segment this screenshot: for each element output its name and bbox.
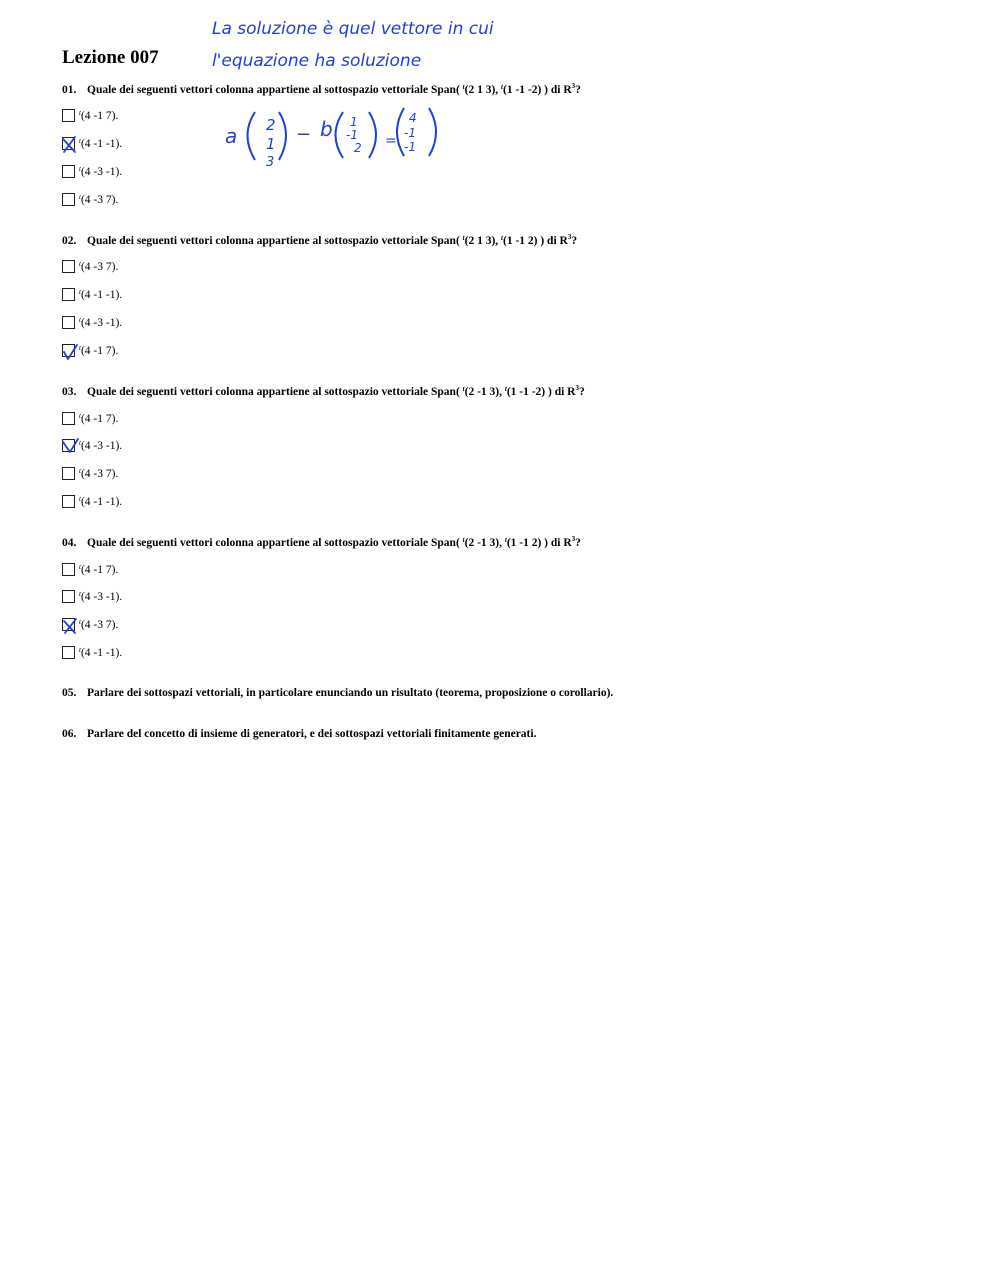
answer-checkbox[interactable] — [62, 495, 75, 508]
answer-checkbox[interactable] — [62, 646, 75, 659]
eq-v1-entry: 1 — [266, 135, 276, 153]
question-03: 03. Quale dei seguenti vettori colonna appartiene al sottospazio vettoriale Span( $^t$(2 -1 3), $^t$(1 -1 -2) ) di $R^3$? — [62, 384, 585, 398]
handwritten-x-mark-icon — [60, 616, 80, 636]
answer-checkbox[interactable] — [62, 165, 75, 178]
answer-checkbox[interactable] — [62, 260, 75, 273]
handwritten-check-mark-icon — [60, 437, 80, 457]
eq-v2-entry: 2 — [354, 141, 362, 155]
answer-checkbox[interactable] — [62, 467, 75, 480]
eq-v1-entry: 2 — [266, 116, 276, 134]
answer-checkbox[interactable] — [62, 563, 75, 576]
eq-v2-entry: -1 — [346, 128, 358, 142]
answer-checkbox[interactable] — [62, 109, 75, 122]
question-number: 05. — [62, 687, 77, 699]
answer-checkbox-checked[interactable] — [62, 618, 75, 631]
right-paren — [369, 112, 376, 158]
answer-label: (4 -1 7). — [80, 413, 119, 425]
answer-label: (4 -1 7). — [80, 345, 119, 357]
answer-checkbox[interactable] — [62, 590, 75, 603]
answer-label: (4 -3 7). — [80, 261, 119, 273]
question-text: Parlare del concetto di insieme di generatori, e dei sottospazi vettoriali finitamente generati. — [87, 728, 537, 740]
handwritten-note-line-2: l'equazione ha soluzione — [212, 51, 422, 71]
handwritten-note-line-1: La soluzione è quel vettore in cui — [212, 19, 494, 39]
answer-label: (4 -1 -1). — [80, 138, 123, 150]
question-text: Quale dei seguenti vettori colonna appartiene al sottospazio vettoriale Span( — [87, 386, 460, 398]
eq-minus: − — [296, 124, 312, 145]
question-01: 01. Quale dei seguenti vettori colonna appartiene al sottospazio vettoriale Span( $^t$(2 1 3), $^t$(1 -1 -2) ) di $R^3$? — [62, 82, 581, 96]
left-paren — [397, 108, 404, 156]
left-paren — [336, 112, 344, 158]
answer-checkbox[interactable] — [62, 288, 75, 301]
page-title: Lezione 007 — [62, 47, 159, 68]
question-04: 04. Quale dei seguenti vettori colonna appartiene al sottospazio vettoriale Span( $^t$(2 -1 3), $^t$(1 -1 2) ) di $R^3$? — [62, 535, 581, 549]
eq-v3-entry: -1 — [404, 126, 416, 140]
left-paren — [248, 112, 256, 160]
question-text: Quale dei seguenti vettori colonna appartiene al sottospazio vettoriale Span( — [87, 537, 460, 549]
answer-label: (4 -1 7). — [80, 110, 119, 122]
question-06 — [62, 728, 536, 740]
question-text: Quale dei seguenti vettori colonna appartiene al sottospazio vettoriale Span( — [87, 235, 460, 247]
answer-label: (4 -1 -1). — [80, 647, 123, 659]
answer-checkbox[interactable] — [62, 412, 75, 425]
answer-label: (4 -1 -1). — [80, 289, 123, 301]
document-page: Lezione 007 01. Quale dei seguenti vettori colonna appartiene al sottospazio vettoriale Span( $^t$(2 1 3), $^t$(1 -1 -2) ) di $R^3$? $^t$(4 -1 7). $^t$(4 -1 -1). $^t$(4 -3 -1). $^t$(4 -3 7). 02. Quale dei seguenti vettori colonna appartiene al sottospazio vettoriale Span( $^t$(2 1 3), $^t$(1 -1 2) ) di $R^3$? $^t$(4 -3 7). $^t$(4 -1 -1). $^t$(4 -3 -1). $^t$(4 -1 7). 03. Quale dei seguenti vettori colonna appartiene al sottospazio vettoriale Span( $^t$(2 -1 3), $^t$(1 -1 -2) ) di $R^3$? $^t$(4 -1 7). $^t$(4 -3 -1). $^t$(4 -3 7). $^t$(4 -1 -1). 04. Quale dei seguenti vettori colonna appartiene al sottospazio vettoriale Span( $^t$(2 -1 3), $^t$(1 -1 2) ) di $R^3$? $^t$(4 -1 7). $^t$(4 -3 -1). $^t$(4 -3 7). $^t$(4 -1 -1). 05. Parlare dei sottospazi vettoriali, in particolare enunciando un risultato (teorema, proposizione o corollario). 06. Parlare del concetto di insieme di generatori, e dei sottospazi vettoriali finitamente generati. La soluzione è quel vettore in cui l'equazione ha soluzione a 2 1 3 − b 1 -1 2 = 4 -1 -1 — [0, 0, 1000, 1265]
eq-v2-entry: 1 — [350, 115, 358, 129]
handwritten-equation — [225, 108, 436, 170]
answer-label: (4 -3 -1). — [80, 591, 123, 603]
question-number: 02. — [62, 235, 77, 247]
eq-coefficient-a: a — [225, 124, 238, 148]
eq-v3-entry: 4 — [409, 111, 417, 125]
question-number: 03. — [62, 386, 77, 398]
answer-label: (4 -1 7). — [80, 564, 119, 576]
question-text: Parlare dei sottospazi vettoriali, in particolare enunciando un risultato (teorema, proposizione o corollario). — [87, 687, 614, 699]
answer-label: (4 -3 7). — [80, 619, 119, 631]
answer-checkbox-checked[interactable] — [62, 344, 75, 357]
right-paren — [279, 112, 286, 160]
eq-v1-entry: 3 — [266, 155, 275, 170]
eq-coefficient-b: b — [320, 117, 333, 141]
answer-label: (4 -3 7). — [80, 468, 119, 480]
answer-label: (4 -3 -1). — [80, 317, 123, 329]
answer-checkbox[interactable] — [62, 316, 75, 329]
answer-checkbox[interactable] — [62, 193, 75, 206]
question-number: 04. — [62, 537, 77, 549]
answer-label: (4 -1 -1). — [80, 496, 123, 508]
handwritten-x-mark-icon — [60, 135, 80, 155]
question-number: 06. — [62, 728, 77, 740]
answer-label: (4 -3 -1). — [80, 166, 123, 178]
question-05 — [62, 687, 613, 699]
answer-checkbox-checked[interactable] — [62, 439, 75, 452]
question-number: 01. — [62, 84, 77, 96]
eq-equals: = — [385, 133, 397, 149]
question-02: 02. Quale dei seguenti vettori colonna appartiene al sottospazio vettoriale Span( $^t$(2 1 3), $^t$(1 -1 2) ) di $R^3$? — [62, 233, 578, 247]
handwritten-check-mark-icon — [60, 342, 80, 362]
eq-v3-entry: -1 — [404, 140, 416, 154]
answer-label: (4 -3 7). — [80, 194, 119, 206]
answer-label: (4 -3 -1). — [80, 440, 123, 452]
right-paren — [429, 108, 436, 156]
question-text: Quale dei seguenti vettori colonna appartiene al sottospazio vettoriale Span( — [87, 84, 460, 96]
answer-checkbox-checked[interactable] — [62, 137, 75, 150]
